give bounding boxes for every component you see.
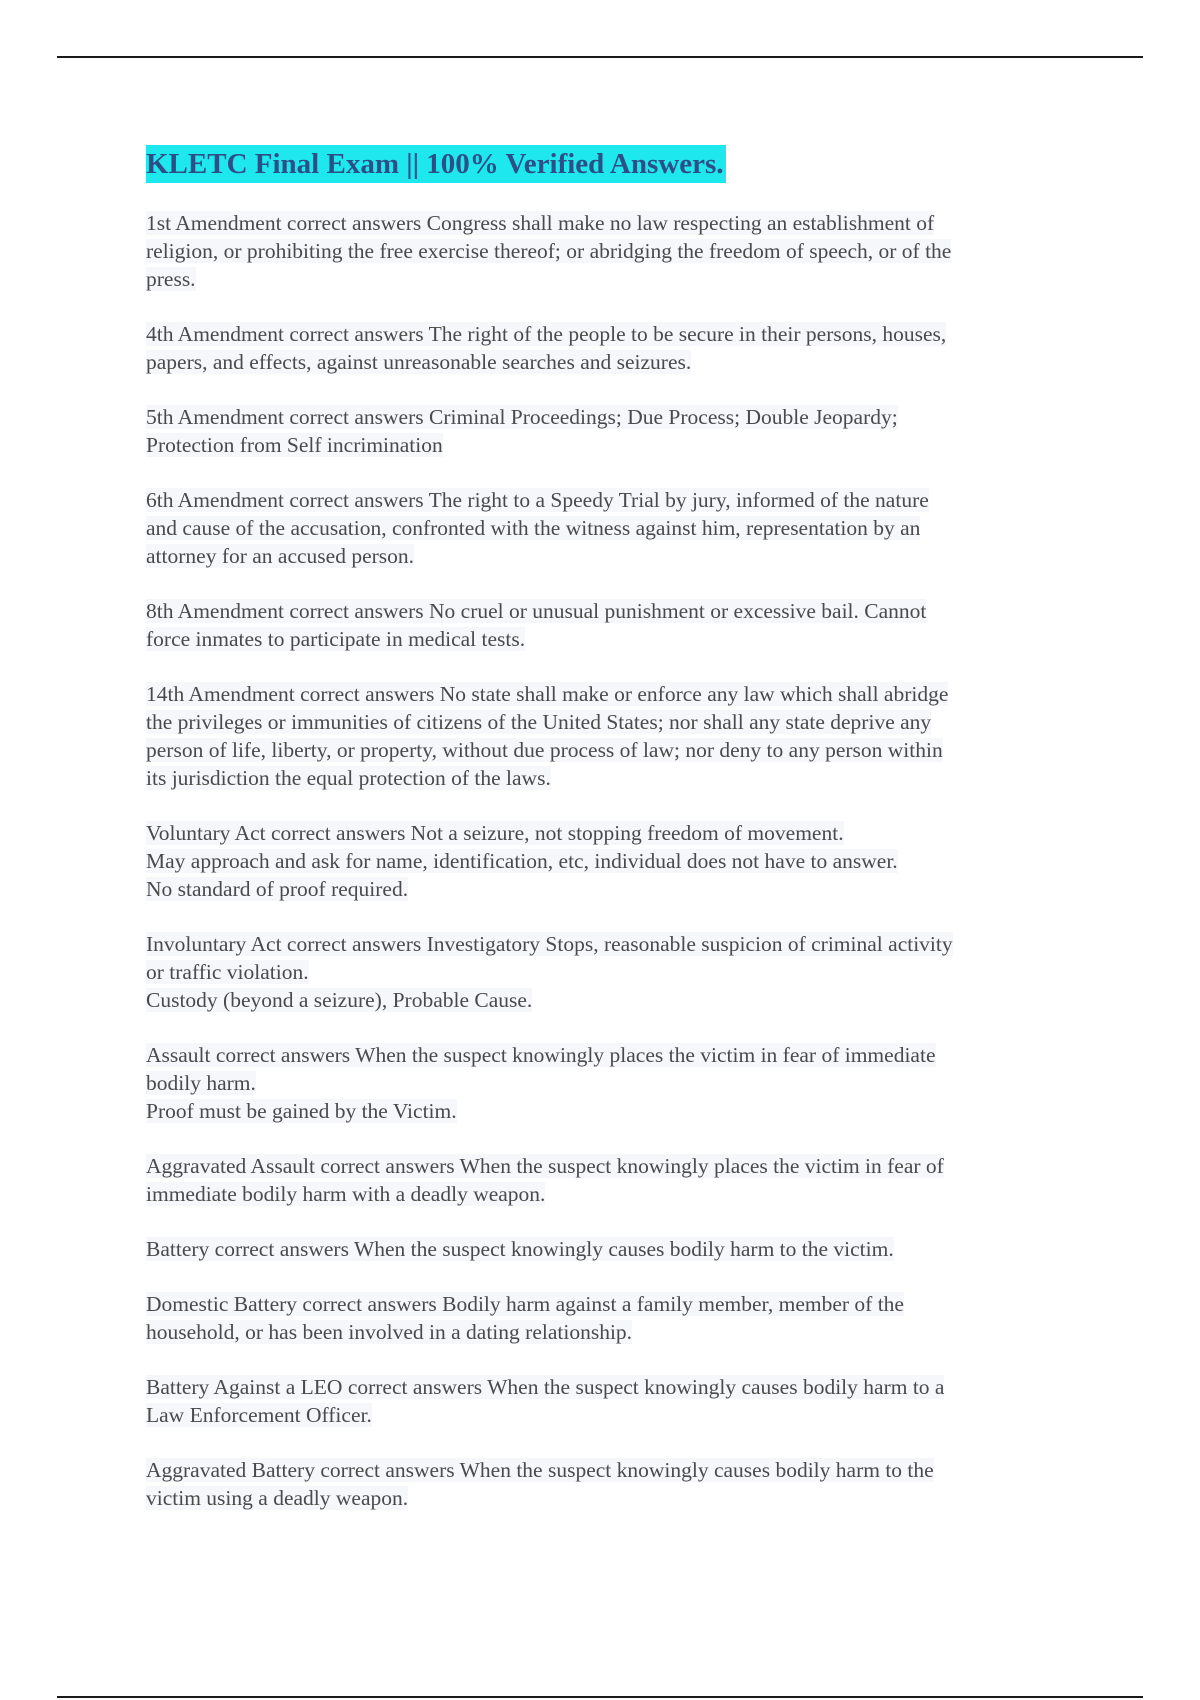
entry-line: Assault correct answers When the suspect knowingly places the victim in fear of immediate bbox=[146, 1043, 936, 1067]
entry-line: 4th Amendment correct answers The right of the people to be secure in their persons, houses, bbox=[146, 322, 947, 346]
qa-entry bbox=[146, 1152, 1066, 1208]
top-rule bbox=[57, 56, 1143, 58]
entry-line: Law Enforcement Officer. bbox=[146, 1403, 372, 1427]
entry-line: force inmates to participate in medical tests. bbox=[146, 627, 526, 651]
entry-line: Battery correct answers When the suspect knowingly causes bodily harm to the victim. bbox=[146, 1237, 894, 1261]
entry-line: Involuntary Act correct answers Investigatory Stops, reasonable suspicion of criminal activity bbox=[146, 932, 953, 956]
entry-line: Protection from Self incrimination bbox=[146, 433, 443, 457]
entry-line: Aggravated Battery correct answers When the suspect knowingly causes bodily harm to the bbox=[146, 1458, 934, 1482]
qa-entry bbox=[146, 597, 1066, 653]
bottom-rule bbox=[57, 1696, 1143, 1698]
entry-line: May approach and ask for name, identification, etc, individual does not have to answer. bbox=[146, 849, 898, 873]
entry-line: 1st Amendment correct answers Congress shall make no law respecting an establishment of bbox=[146, 211, 935, 235]
qa-entry bbox=[146, 680, 1066, 792]
entry-line: religion, or prohibiting the free exercise thereof; or abridging the freedom of speech, or of the bbox=[146, 239, 952, 263]
document-body bbox=[146, 145, 1066, 1539]
entry-line: person of life, liberty, or property, without due process of law; nor deny to any person within bbox=[146, 738, 943, 762]
qa-entry bbox=[146, 930, 1066, 1014]
entry-line: or traffic violation. bbox=[146, 960, 309, 984]
entry-line: victim using a deadly weapon. bbox=[146, 1486, 409, 1510]
qa-entry bbox=[146, 320, 1066, 376]
entry-line: 5th Amendment correct answers Criminal Proceedings; Due Process; Double Jeopardy; bbox=[146, 405, 898, 429]
entry-line: 8th Amendment correct answers No cruel or unusual punishment or excessive bail. Cannot bbox=[146, 599, 927, 623]
document-title: KLETC Final Exam || 100% Verified Answers. bbox=[146, 145, 726, 183]
qa-entry bbox=[146, 1456, 1066, 1512]
entry-line: papers, and effects, against unreasonable searches and seizures. bbox=[146, 350, 692, 374]
entry-line: attorney for an accused person. bbox=[146, 544, 415, 568]
qa-entry bbox=[146, 403, 1066, 459]
entry-line: press. bbox=[146, 267, 196, 291]
qa-entry bbox=[146, 1041, 1066, 1125]
entry-line: household, or has been involved in a dating relationship. bbox=[146, 1320, 633, 1344]
qa-entry bbox=[146, 486, 1066, 570]
entry-line: No standard of proof required. bbox=[146, 877, 409, 901]
qa-entry bbox=[146, 1290, 1066, 1346]
entry-line: Custody (beyond a seizure), Probable Cause. bbox=[146, 988, 533, 1012]
entry-line: the privileges or immunities of citizens of the United States; nor shall any state deprive any bbox=[146, 710, 932, 734]
entry-line: Voluntary Act correct answers Not a seizure, not stopping freedom of movement. bbox=[146, 821, 844, 845]
entry-line: bodily harm. bbox=[146, 1071, 256, 1095]
entry-line: Domestic Battery correct answers Bodily harm against a family member, member of the bbox=[146, 1292, 904, 1316]
entry-line: Aggravated Assault correct answers When the suspect knowingly places the victim in fear of bbox=[146, 1154, 944, 1178]
entry-line: immediate bodily harm with a deadly weapon. bbox=[146, 1182, 546, 1206]
qa-entry bbox=[146, 1235, 1066, 1263]
qa-entry bbox=[146, 1373, 1066, 1429]
qa-entry bbox=[146, 209, 1066, 293]
qa-list bbox=[146, 209, 1066, 1512]
entry-line: its jurisdiction the equal protection of the laws. bbox=[146, 766, 551, 790]
entry-line: Battery Against a LEO correct answers When the suspect knowingly causes bodily harm to a bbox=[146, 1375, 945, 1399]
entry-line: 14th Amendment correct answers No state shall make or enforce any law which shall abridge bbox=[146, 682, 949, 706]
entry-line: 6th Amendment correct answers The right to a Speedy Trial by jury, informed of the nature bbox=[146, 488, 929, 512]
qa-entry bbox=[146, 819, 1066, 903]
entry-line: Proof must be gained by the Victim. bbox=[146, 1099, 457, 1123]
entry-line: and cause of the accusation, confronted with the witness against him, representation by an bbox=[146, 516, 921, 540]
